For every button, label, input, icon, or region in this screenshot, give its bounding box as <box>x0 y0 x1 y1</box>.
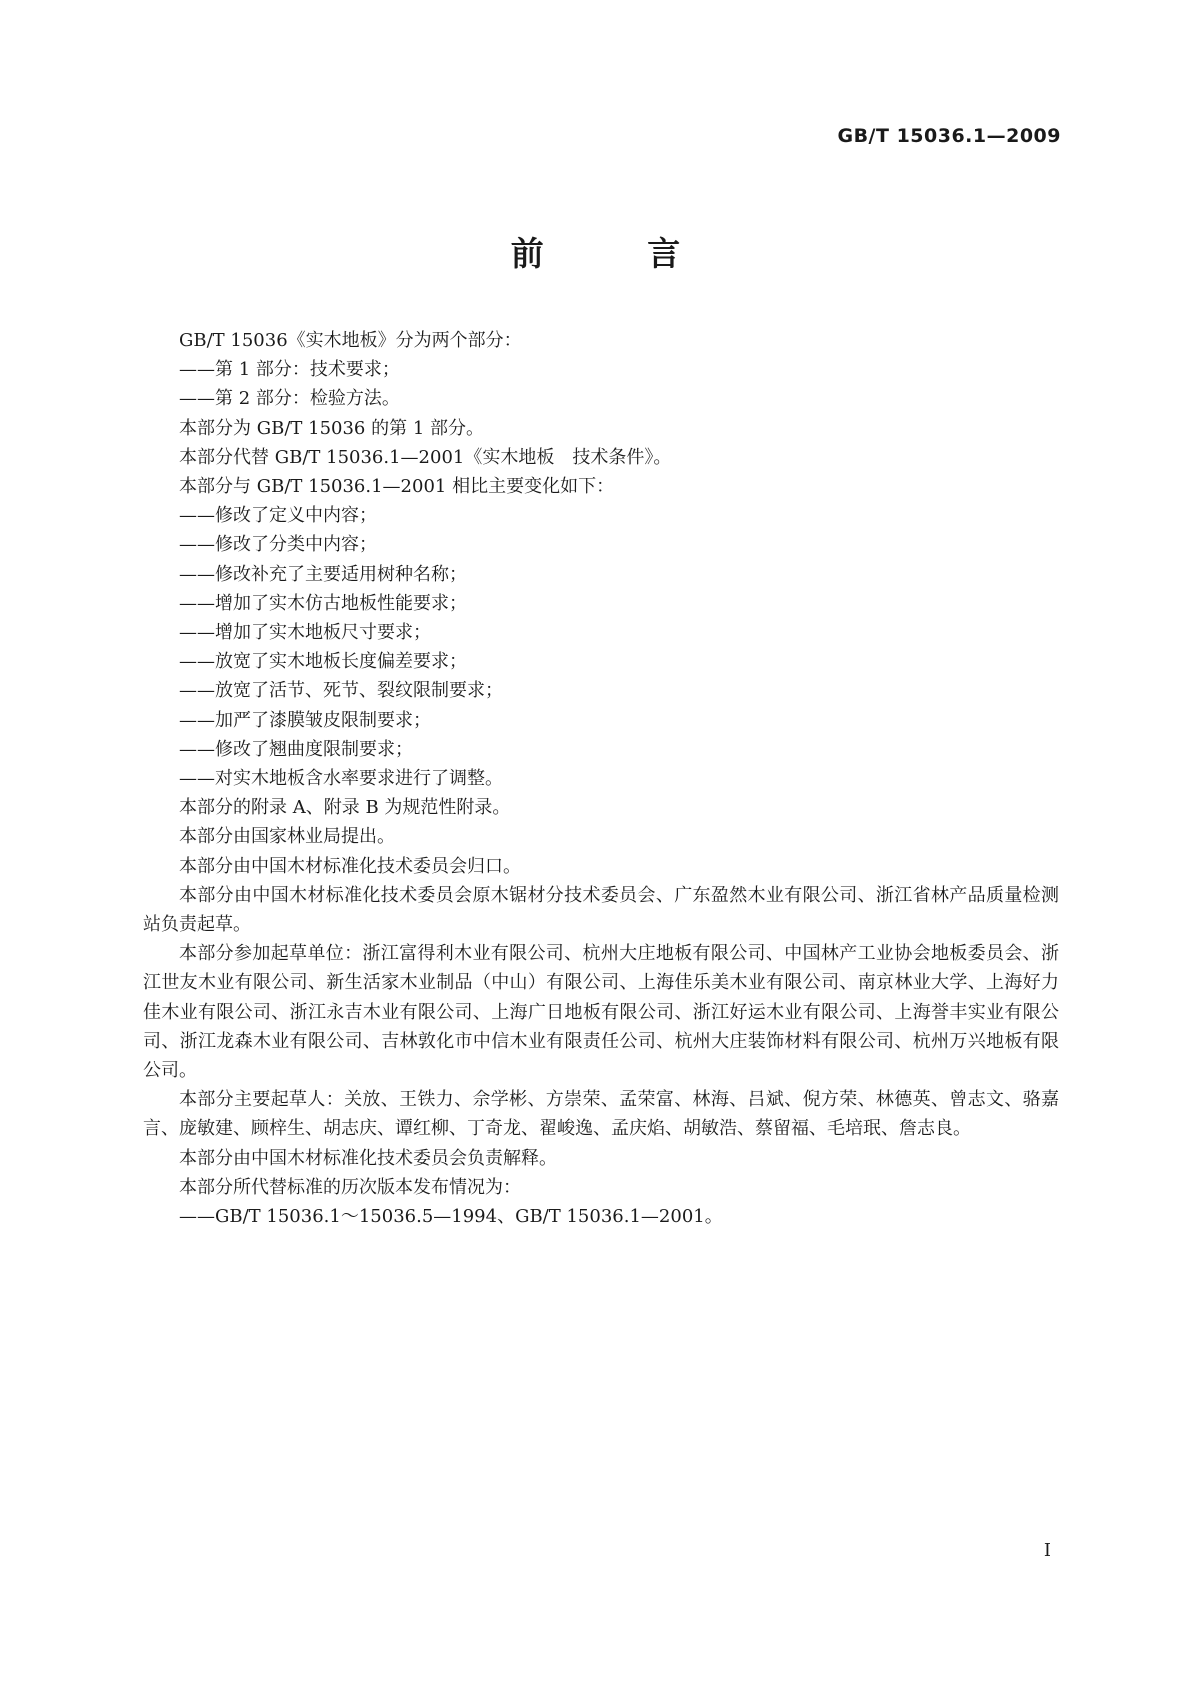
list-item: ——修改了翘曲度限制要求； <box>179 738 413 760</box>
list-item: ——第 2 部分：检验方法。 <box>179 388 400 410</box>
list-item: ——增加了实木仿古地板性能要求； <box>179 592 467 614</box>
paragraph: 本部分与 GB/T 15036.1—2001 相比主要变化如下： <box>179 476 615 498</box>
list-item: ——修改了定义中内容； <box>179 505 377 527</box>
list-item: ——GB/T 15036.1～15036.5—1994、GB/T 15036.1—2001。 <box>179 1206 723 1228</box>
paragraph: 本部分所代替标准的历次版本发布情况为： <box>179 1176 521 1198</box>
paragraph: 本部分参加起草单位：浙江富得利木业有限公司、杭州大庄地板有限公司、中国林产工业协会地板委员会、浙江世友木业有限公司、新生活家木业制品（中山）有限公司、上海佳乐美木业有限公司、南京林业大学、上海好力佳木业有限公司、浙江永吉木业有限公司、上海广日地板有限公司、浙江好运木业有限公司、上海誉丰实业有限公司、浙江龙森木业有限公司、吉林敦化市中信木业有限责任公司、杭州大庄装饰材料有限公司、杭州万兴地板有限公司。 <box>143 943 1059 1082</box>
list-item: ——修改了分类中内容； <box>179 534 377 556</box>
paragraph: 本部分代替 GB/T 15036.1—2001《实木地板 技术条件》。 <box>179 446 672 468</box>
list-item: ——对实木地板含水率要求进行了调整。 <box>179 768 503 790</box>
paragraph: 本部分由中国木材标准化技术委员会原木锯材分技术委员会、广东盈然木业有限公司、浙江省林产品质量检测站负责起草。 <box>143 884 1059 936</box>
paragraph: 本部分由国家林业局提出。 <box>179 826 395 848</box>
paragraph: 本部分由中国木材标准化技术委员会负责解释。 <box>179 1147 557 1169</box>
paragraph: 本部分主要起草人：关放、王铁力、佘学彬、方崇荣、孟荣富、林海、吕斌、倪方荣、林德英、曾志文、骆嘉言、庞敏建、顾梓生、胡志庆、谭红柳、丁奇龙、翟峻逸、孟庆焰、胡敏浩、蔡留福、毛培珉、詹志良。 <box>143 1089 1059 1140</box>
standard-code: GB/T 15036.1—2009 <box>837 125 1061 147</box>
paragraph: 本部分由中国木材标准化技术委员会归口。 <box>179 855 521 877</box>
paragraph: GB/T 15036《实木地板》分为两个部分： <box>179 330 522 351</box>
list-item: ——第 1 部分：技术要求； <box>179 359 400 381</box>
paragraph: 本部分为 GB/T 15036 的第 1 部分。 <box>179 417 484 439</box>
paragraph: 本部分的附录 A、附录 B 为规范性附录。 <box>179 797 511 819</box>
foreword-body <box>143 326 1059 1231</box>
list-item: ——加严了漆膜皱皮限制要求； <box>179 709 431 731</box>
list-item: ——放宽了活节、死节、裂纹限制要求； <box>179 680 503 702</box>
page-title: 前 言 <box>510 234 727 273</box>
list-item: ——放宽了实木地板长度偏差要求； <box>179 651 467 673</box>
list-item: ——修改补充了主要适用树种名称； <box>179 563 467 585</box>
page-number: I <box>1043 1540 1051 1561</box>
list-item: ——增加了实木地板尺寸要求； <box>179 622 431 644</box>
